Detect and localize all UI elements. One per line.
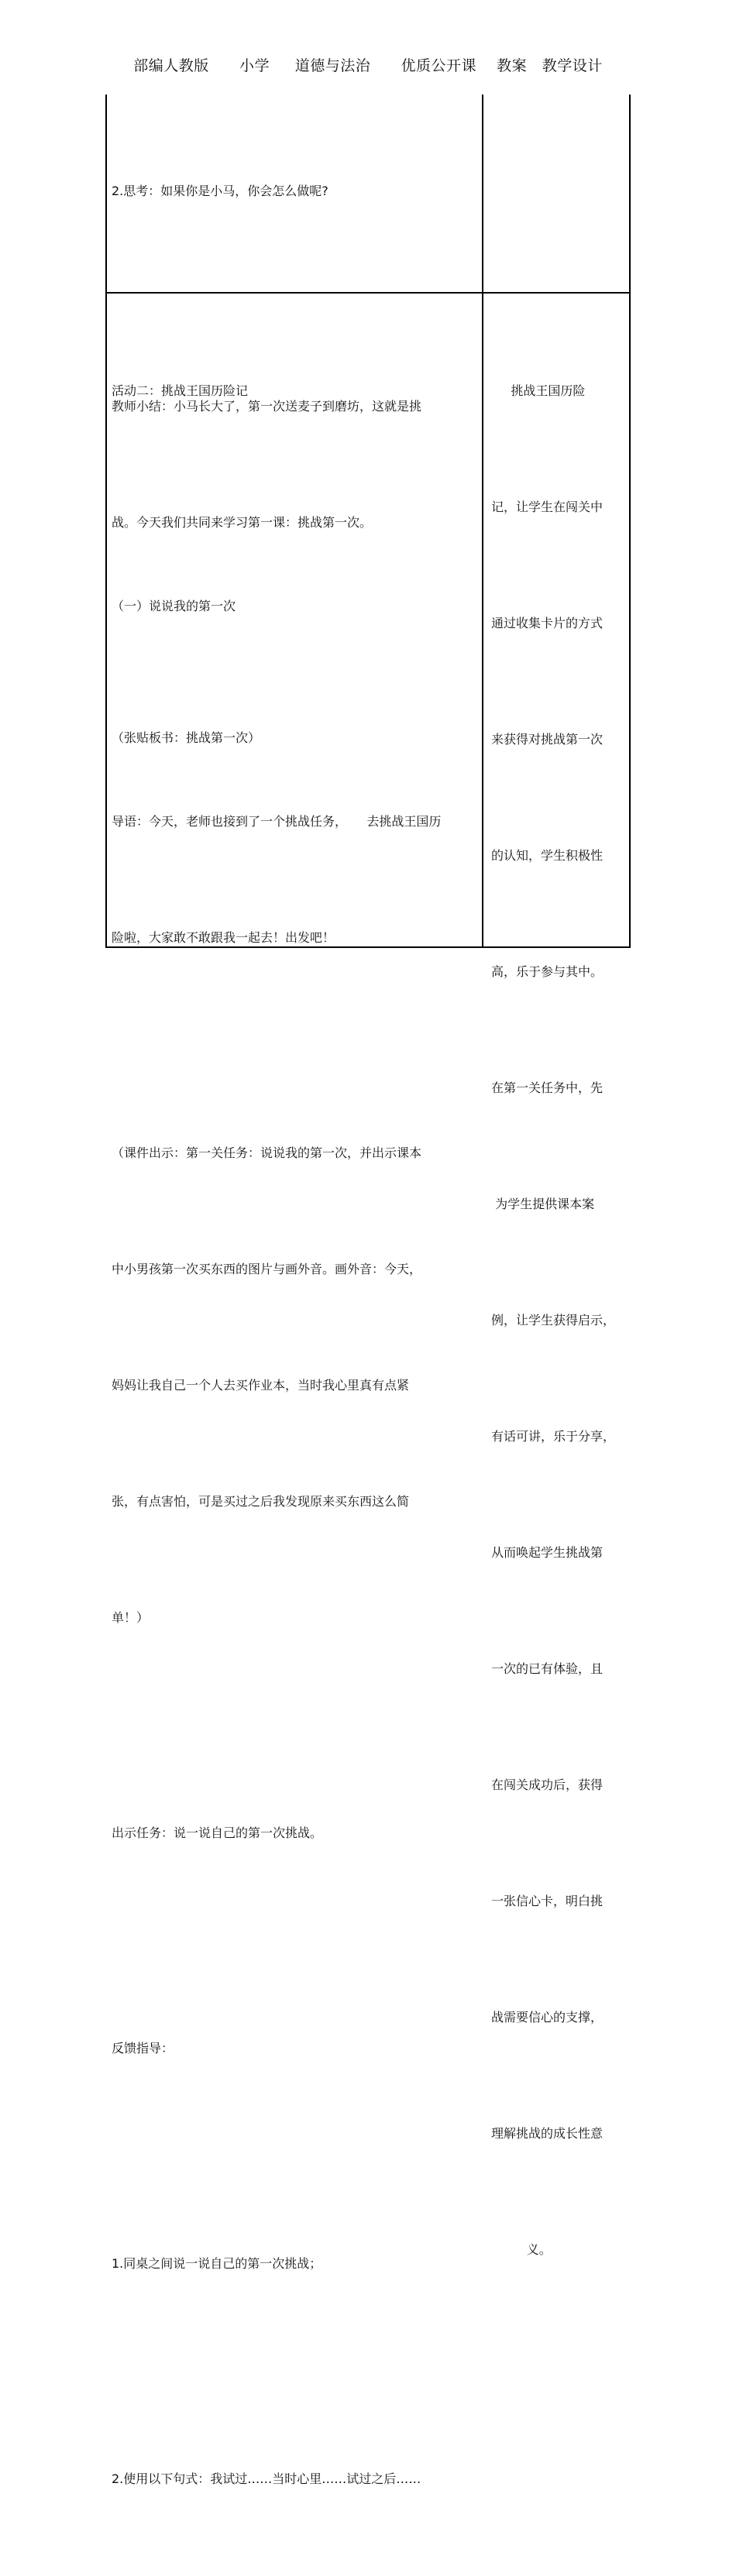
row2-line [112, 1715, 441, 1736]
row2-line: 活动二：挑战王国历险记 [112, 383, 249, 398]
intent-line: 义。 [491, 2242, 552, 2257]
intent-line: 为学生提供课本案 [491, 1197, 595, 1211]
lesson-table [105, 94, 631, 2486]
row2-line: （课件出示：第一关任务：说说我的第一次，并出示课本 [112, 1145, 422, 1160]
intent-line: 例，让学生获得启示， [491, 1313, 616, 1327]
intent-line: 有话可讲，乐于分享， [491, 1429, 616, 1444]
row1-line: 战。今天我们共同来学习第一课：挑战第一次。 [112, 515, 373, 530]
intent-line: 一次的已有体验，且 [491, 1661, 604, 1676]
row2-line [112, 2361, 441, 2382]
intent-line: 记，让学生在闯关中 [491, 500, 604, 514]
row2-line: 2.使用以下句式：我试过……当时心里……试过之后…… [112, 2471, 421, 2486]
row2-line: 出示任务：说一说自己的第一次挑战。 [112, 1826, 323, 1840]
row2-line: 反馈指导： [112, 2041, 174, 2056]
row2-line: 导语：今天，老师也接到了一个挑战任务， 去挑战王国历 [112, 814, 442, 829]
row2-line: 险啦，大家敢不敢跟我一起去！出发吧！ [112, 930, 335, 945]
intent-line: 来获得对挑战第一次 [491, 732, 604, 747]
row2-line [112, 1035, 441, 1056]
row2-line: 单！） [112, 1610, 150, 1625]
intent-line: 战需要信心的支撑， [491, 2010, 604, 2025]
row2-line [112, 703, 441, 725]
intent-line: 的认知，学生积极性 [491, 848, 604, 863]
intent-line: 一张信心卡，明白挑 [491, 1894, 604, 1908]
row2-design-intent-cell [491, 294, 615, 2347]
intent-line: 在第一关任务中，先 [491, 1080, 604, 1095]
row1-line: 2.思考：如果你是小马，你会怎么做呢? [112, 184, 328, 198]
row2-line: 张，有点害怕，可是买过之后我发现原来买东西这么简 [112, 1494, 410, 1509]
intent-line: 理解挑战的成长性意 [491, 2126, 604, 2141]
row1-line: 教师小结：小马长大了，第一次送麦子到磨坊，这就是挑 [112, 399, 422, 414]
intent-line: 通过收集卡片的方式 [491, 616, 604, 630]
document-header: 部编人教版 小学 道德与法治 优质公开课 教案 教学设计 [133, 57, 603, 74]
row1-line: （张贴板书：挑战第一次） [112, 730, 261, 745]
row2-line: 1.同桌之间说一说自己的第一次挑战； [112, 2256, 322, 2271]
table-border-left [105, 94, 107, 948]
row2-content-cell [112, 294, 441, 2576]
intent-line: 从而唤起学生挑战第 [491, 1545, 604, 1560]
row2-line [112, 1930, 441, 1952]
intent-line: 挑战王国历险 [491, 383, 586, 398]
row2-line: 妈妈让我自己一个人去买作业本，当时我心里真有点紧 [112, 1378, 410, 1393]
row2-line [112, 2145, 441, 2167]
row2-line [112, 488, 441, 510]
intent-line: 高，乐于参与其中。 [491, 964, 604, 979]
table-border-right [629, 94, 631, 948]
row2-line: 中小男孩第一次买东西的图片与画外音。画外音：今天， [112, 1262, 422, 1276]
table-column-divider [482, 94, 483, 948]
intent-line: 在闯关成功后，获得 [491, 1777, 604, 1792]
row2-line: （一）说说我的第一次 [112, 599, 236, 613]
